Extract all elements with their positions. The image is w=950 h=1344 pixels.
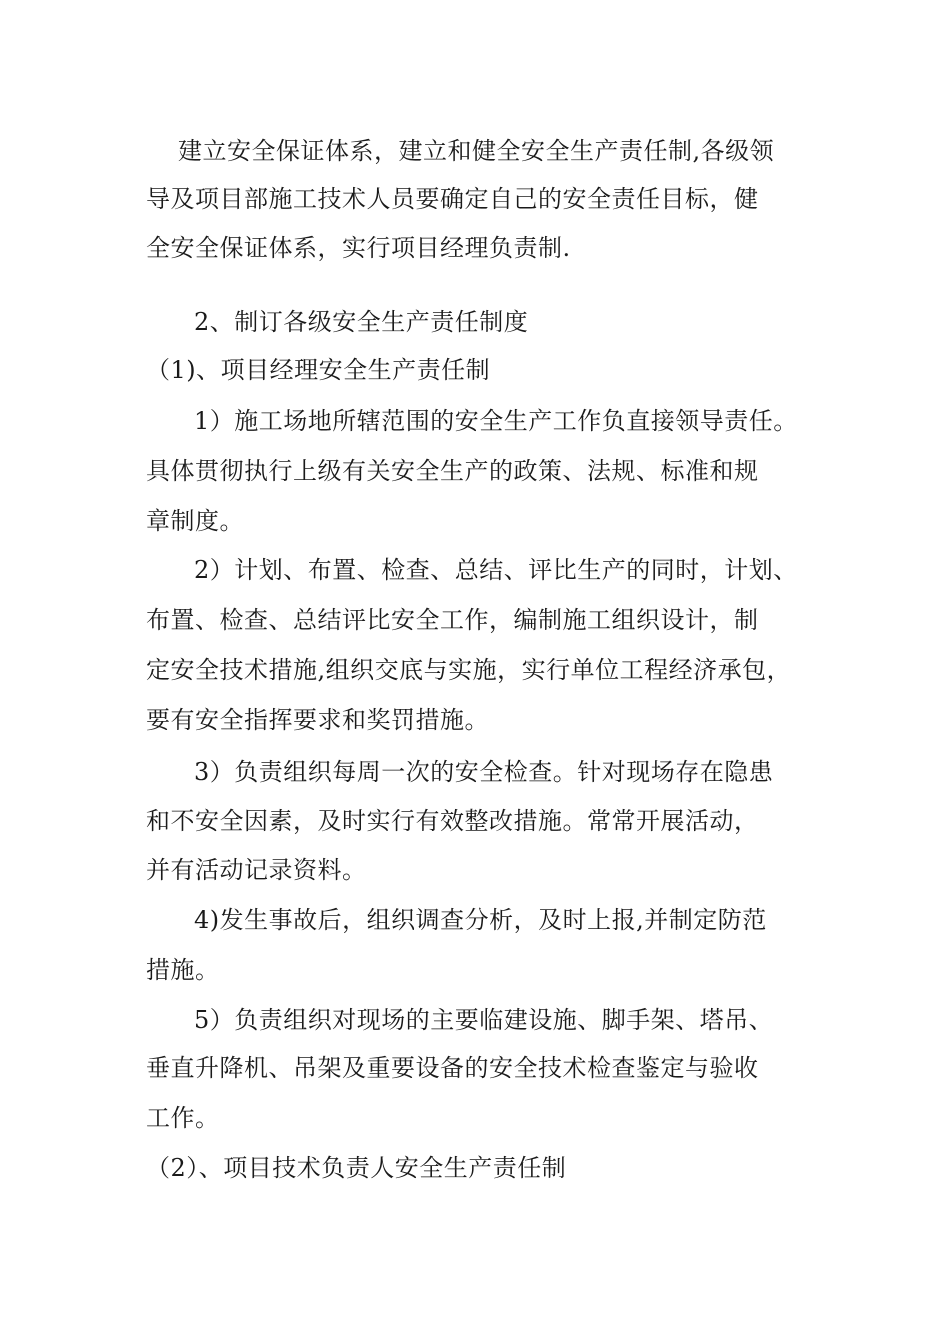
text-line: 工作。 bbox=[146, 1104, 220, 1132]
text-line: 具体贯彻执行上级有关安全生产的政策、法规、标准和规 bbox=[146, 457, 759, 485]
text-line: 布置、检查、总结评比安全工作，编制施工组织设计，制 bbox=[146, 606, 759, 634]
text-line: 定安全技术措施,组织交底与实施，实行单位工程经济承包， bbox=[146, 656, 792, 684]
text-line: 全安全保证体系，实行项目经理负责制. bbox=[146, 234, 571, 262]
section-heading: 2、制订各级安全生产责任制度 bbox=[194, 308, 529, 336]
text-line: 措施。 bbox=[146, 956, 220, 984]
text-line: 5）负责组织对现场的主要临建设施、脚手架、塔吊、 bbox=[194, 1006, 774, 1034]
text-line: 1）施工场地所辖范围的安全生产工作负直接领导责任。 bbox=[194, 407, 798, 435]
text-line: 要有安全指挥要求和奖罚措施。 bbox=[146, 706, 489, 734]
text-line: 3）负责组织每周一次的安全检查。针对现场存在隐患 bbox=[194, 758, 774, 786]
text-line: 并有活动记录资料。 bbox=[146, 856, 367, 884]
text-line: 4)发生事故后，组织调查分析，及时上报,并制定防范 bbox=[194, 906, 767, 934]
subsection-heading: （2）、项目技术负责人安全生产责任制 bbox=[146, 1154, 567, 1182]
text-line: 和不安全因素，及时实行有效整改措施。常常开展活动， bbox=[146, 807, 759, 835]
text-line: 2）计划、布置、检查、总结、评比生产的同时，计划、 bbox=[194, 556, 798, 584]
text-line: 导及项目部施工技术人员要确定自己的安全责任目标，健 bbox=[146, 185, 759, 213]
text-line: 建立安全保证体系，建立和健全安全生产责任制,各级领 bbox=[178, 137, 775, 165]
subsection-heading: （1)、项目经理安全生产责任制 bbox=[146, 356, 491, 384]
text-line: 章制度。 bbox=[146, 507, 244, 535]
text-line: 垂直升降机、吊架及重要设备的安全技术检查鉴定与验收 bbox=[146, 1054, 759, 1082]
